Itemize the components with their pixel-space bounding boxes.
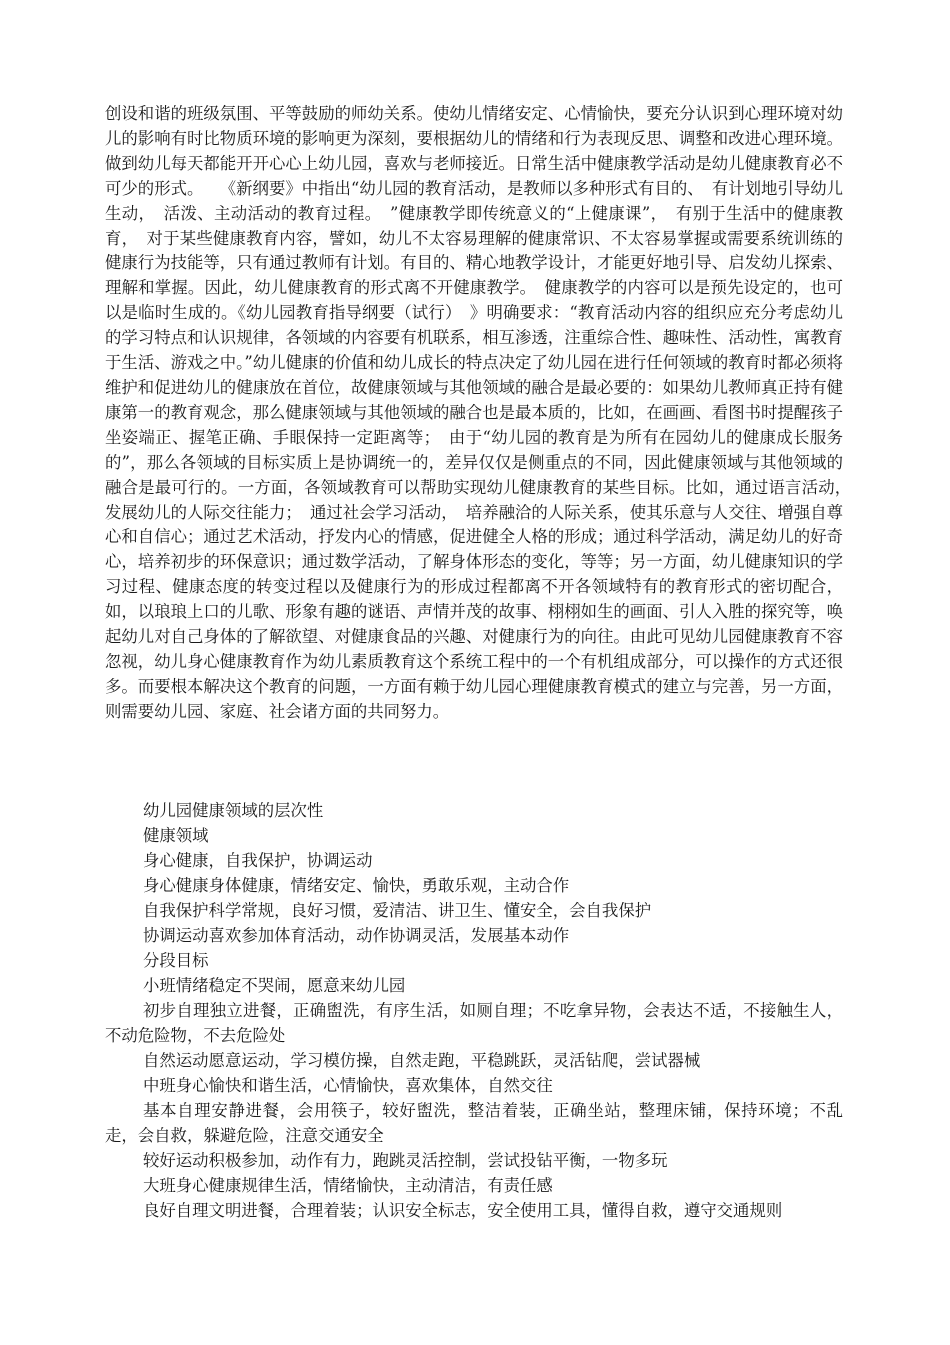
list-item-wrapped: 良好自理文明进餐，合理着装；认识安全标志，安全使用工具，懂得自救，遵守交通规则: [143, 1201, 783, 1220]
list-item: 分段目标: [143, 951, 209, 970]
list-item: 小班情绪稳定不哭闹，愿意来幼儿园: [143, 976, 406, 995]
list-item: 身心健康身体健康，情绪安定、愉快，勇敢乐观，主动合作: [143, 876, 570, 895]
list-item: 协调运动喜欢参加体育活动，动作协调灵活，发展基本动作: [143, 926, 570, 945]
list-item: 幼儿园健康领域的层次性: [143, 801, 324, 820]
list-item: 健康领域: [143, 826, 209, 845]
list-item: 自我保护科学常规，良好习惯，爱清洁、讲卫生、懂安全，会自我保护: [143, 901, 652, 920]
list-item: 身心健康，自我保护，协调运动: [143, 851, 373, 870]
list-item: 自然运动愿意运动，学习模仿操，自然走跑，平稳跳跃，灵活钻爬，尝试器械: [143, 1051, 701, 1070]
list-item: 较好运动积极参加，动作有力，跑跳灵活控制，尝试投钻平衡，一物多玩: [143, 1151, 668, 1170]
list-item: 大班身心健康规律生活，情绪愉快，主动清洁，有责任感: [143, 1176, 553, 1195]
list-item: 中班身心愉快和谐生活，心情愉快，喜欢集体，自然交往: [143, 1076, 553, 1095]
list-item-wrapped: 基本自理安静进餐，会用筷子，较好盥洗，整洁着装，正确坐站，整理床铺，保持环境；不乱走，会自救，躲避危险，注意交通安全: [105, 1101, 843, 1145]
main-paragraph: 创设和谐的班级氛围、平等鼓励的师幼关系。使幼儿情绪安定、心情愉快，要充分认识到心理环境对幼儿的影响有时比物质环境的影响更为深刻，要根据幼儿的情绪和行为表现反思、调整和改进心理环境。做到幼儿每天都能开开心心上幼儿园，喜欢与老师接近。日常生活中健康教学活动是幼儿健康教育必不可少的形式。 《新纲要》中指出“幼儿园的教育活动，是教师以多种形式有目的、 有计划地引导幼儿生动， 活泼、主动活动的教育过程。 ”健康教学即传统意义的“上健康课”， 有别于生活中的健康教育， 对于某些健康教育内容，譬如，幼儿不太容易理解的健康常识、不太容易掌握或需要系统训练的健康行为技能等，只有通过教师有计划。有目的、精心地教学设计，才能更好地引导、启发幼儿探索、理解和掌握。因此，幼儿健康教育的形式离不开健康教学。 健康教学的内容可以是预先设定的，也可以是临时生成的。《幼儿园教育指导纲要（试行） 》明确要求：“教育活动内容的组织应充分考虑幼儿的学习特点和认识规律，各领域的内容要有机联系，相互渗透，注重综合性、趣味性、活动性，寓教育于生活、游戏之中。”幼儿健康的价值和幼儿成长的特点决定了幼儿园在进行任何领域的教育时都必须将维护和促进幼儿的健康放在首位，故健康领域与其他领域的融合是最必要的：如果幼儿教师真正持有健康第一的教育观念，那么健康领域与其他领域的融合也是最本质的，比如，在画画、看图书时提醒孩子坐姿端正、握笔正确、手眼保持一定距离等； 由于“幼儿园的教育是为所有在园幼儿的健康成长服务的”，那么各领域的目标实质上是协调统一的，差异仅仅是侧重点的不同，因此健康领域与其他领域的融合是最可行的。一方面，各领域教育可以帮助实现幼儿健康教育的某些目标。比如，通过语言活动， 发展幼儿的人际交往能力； 通过社会学习活动， 培养融洽的人际关系，使其乐意与人交往、增强自尊心和自信心；通过艺术活动，抒发内心的情感，促进健全人格的形成；通过科学活动，满足幼儿的好奇心，培养初步的环保意识；通过数学活动，了解身体形态的变化，等等；另一方面，幼儿健康知识的学习过程、健康态度的转变过程以及健康行为的形成过程都离不开各领域特有的教育形式的密切配合，如，以琅琅上口的儿歌、形象有趣的谜语、声情并茂的故事、栩栩如生的画面、引人入胜的探究等，唤起幼儿对自己身体的了解欲望、对健康食品的兴趣、对健康行为的向往。由此可见幼儿园健康教育不容忽视，幼儿身心健康教育作为幼儿素质教育这个系统工程中的一个有机组成部分，可以操作的方式还很多。而要根本解决这个教育的问题，一方面有赖于幼儿园心理健康教育模式的建立与完善，另一方面，则需要幼儿园、家庭、社会诸方面的共同努力。: [105, 104, 860, 721]
list-item-wrapped: 初步自理独立进餐，正确盥洗，有序生活，如厕自理；不吃拿异物，会表达不适，不接触生人，不动危险物，不去危险处: [105, 1001, 843, 1045]
